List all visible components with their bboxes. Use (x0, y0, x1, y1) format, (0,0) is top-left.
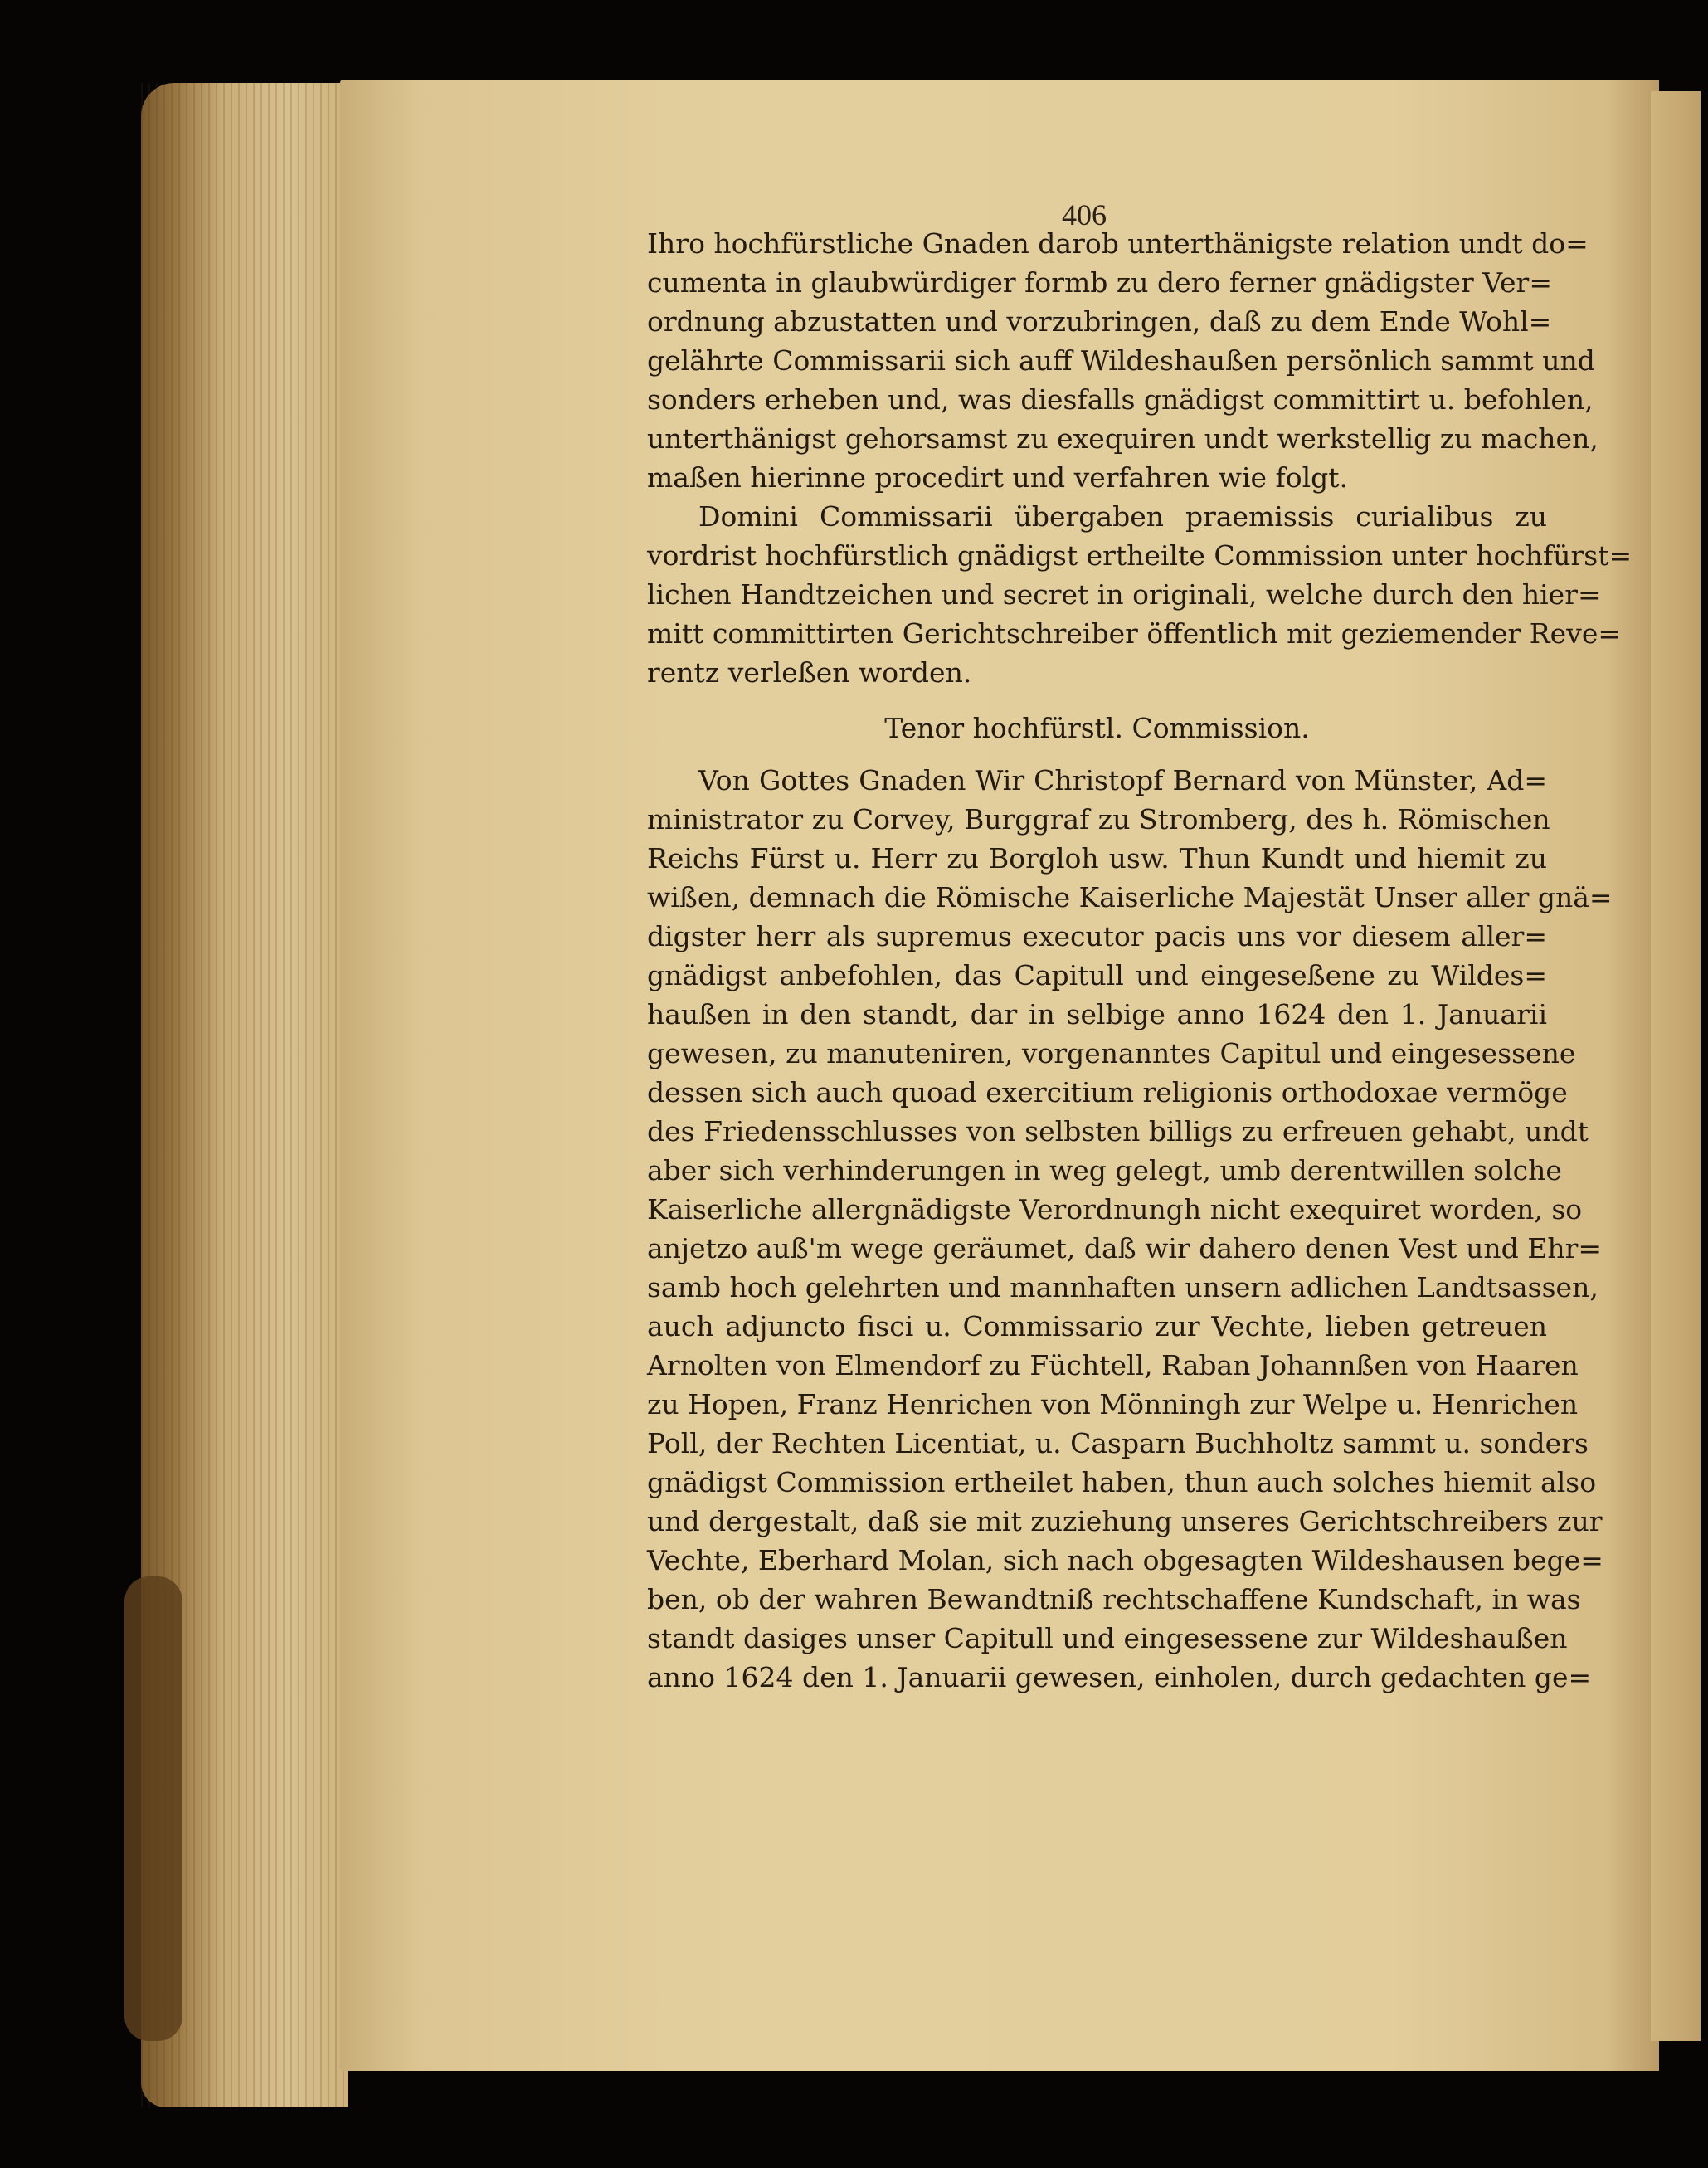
text-line: Reichs Fürst u. Herr zu Borgloh usw. Thun Kundt und hiemit zu (647, 842, 1547, 875)
text-line: gnädigst Commission ertheilet haben, thun auch solches hiemit also (647, 1466, 1597, 1498)
paragraph-3 (647, 761, 1613, 1697)
section-heading: Tenor hochfürstl. Commission. (884, 712, 1310, 744)
text-line: rentz verleßen worden. (647, 656, 972, 689)
text-line: ben, ob der wahren Bewandtniß rechtschaffene Kundschaft, in was (647, 1583, 1581, 1615)
page-text (647, 224, 1633, 1697)
text-line: des Friedensschlusses von selbsten billigs zu erfreuen gehabt, undt (647, 1115, 1589, 1147)
text-line: Ihro hochfürstliche Gnaden darob unterthänigste relation undt do= (647, 227, 1589, 260)
text-line: Arnolten von Elmendorf zu Füchtell, Raban Johannßen von Haaren (647, 1349, 1579, 1381)
text-line: zu Hopen, Franz Henrichen von Mönningh zur Welpe u. Henrichen (647, 1388, 1579, 1420)
text-line: und dergestalt, daß sie mit zuziehung unseres Gerichtschreibers zur (647, 1505, 1603, 1537)
text-line: maßen hierinne procedirt und verfahren wie folgt. (647, 461, 1349, 494)
paragraph-2 (647, 497, 1633, 692)
spine-damage (124, 1576, 182, 2041)
page-number: 406 (1062, 198, 1107, 231)
text-line: lichen Handtzeichen und secret in originali, welche durch den hier= (647, 578, 1601, 611)
text-line: ministrator zu Corvey, Burggraf zu Stromberg, des h. Römischen (647, 803, 1550, 836)
text-line: samb hoch gelehrten und mannhaften unsern adlichen Landtsassen, (647, 1271, 1599, 1303)
text-line: Kaiserliche allergnädigste Verordnungh nicht exequiret worden, so (647, 1193, 1583, 1225)
text-line: digster herr als supremus executor pacis uns vor diesem aller= (647, 920, 1547, 952)
text-line: dessen sich auch quoad exercitium religionis orthodoxae vermöge (647, 1076, 1568, 1108)
text-line: Poll, der Rechten Licentiat, u. Casparn Buchholtz sammt u. sonders (647, 1427, 1589, 1459)
text-line: ordnung abzustatten und vorzubringen, daß zu dem Ende Wohl= (647, 305, 1552, 338)
text-line: Von Gottes Gnaden Wir Christopf Bernard von Münster, Ad= (698, 764, 1547, 797)
text-line: sonders erheben und, was diesfalls gnädigst committirt u. befohlen, (647, 383, 1594, 416)
page-gutter (1651, 91, 1701, 2041)
paragraph-1 (647, 224, 1599, 497)
text-line: gelährte Commissarii sich auff Wildeshaußen persönlich sammt und (647, 344, 1595, 377)
text-line: auch adjuncto fisci u. Commissario zur Vechte, lieben getreuen (647, 1310, 1547, 1342)
text-line: Domini Commissarii übergaben praemissis curialibus zu (698, 500, 1547, 533)
text-line: mitt committirten Gerichtschreiber öffentlich mit geziemender Reve= (647, 617, 1621, 650)
text-line: anjetzo auß'm wege geräumet, daß wir dahero denen Vest und Ehr= (647, 1232, 1602, 1264)
text-line: gnädigst anbefohlen, das Capitull und eingeseßene zu Wildes= (647, 959, 1547, 991)
text-line: Vechte, Eberhard Molan, sich nach obgesagten Wildeshausen bege= (647, 1544, 1603, 1576)
text-line: aber sich verhinderungen in weg gelegt, umb derentwillen solche (647, 1154, 1562, 1186)
text-line: gewesen, zu manuteniren, vorgenanntes Capitul und eingesessene (647, 1037, 1576, 1069)
text-line: cumenta in glaubwürdiger formb zu dero ferner gnädigster Ver= (647, 266, 1552, 299)
text-line: wißen, demnach die Römische Kaiserliche Majestät Unser aller gnä= (647, 881, 1613, 913)
text-line: standt dasiges unser Capitull und eingesessene zur Wildeshaußen (647, 1622, 1568, 1654)
text-line: unterthänigst gehorsamst zu exequiren undt werkstellig zu machen, (647, 422, 1599, 455)
text-line: vordrist hochfürstlich gnädigst ertheilte Commission unter hochfürst= (647, 539, 1633, 572)
text-line: haußen in den standt, dar in selbige anno 1624 den 1. Januarii (647, 998, 1547, 1030)
text-line: anno 1624 den 1. Januarii gewesen, einholen, durch gedachten ge= (647, 1661, 1592, 1693)
